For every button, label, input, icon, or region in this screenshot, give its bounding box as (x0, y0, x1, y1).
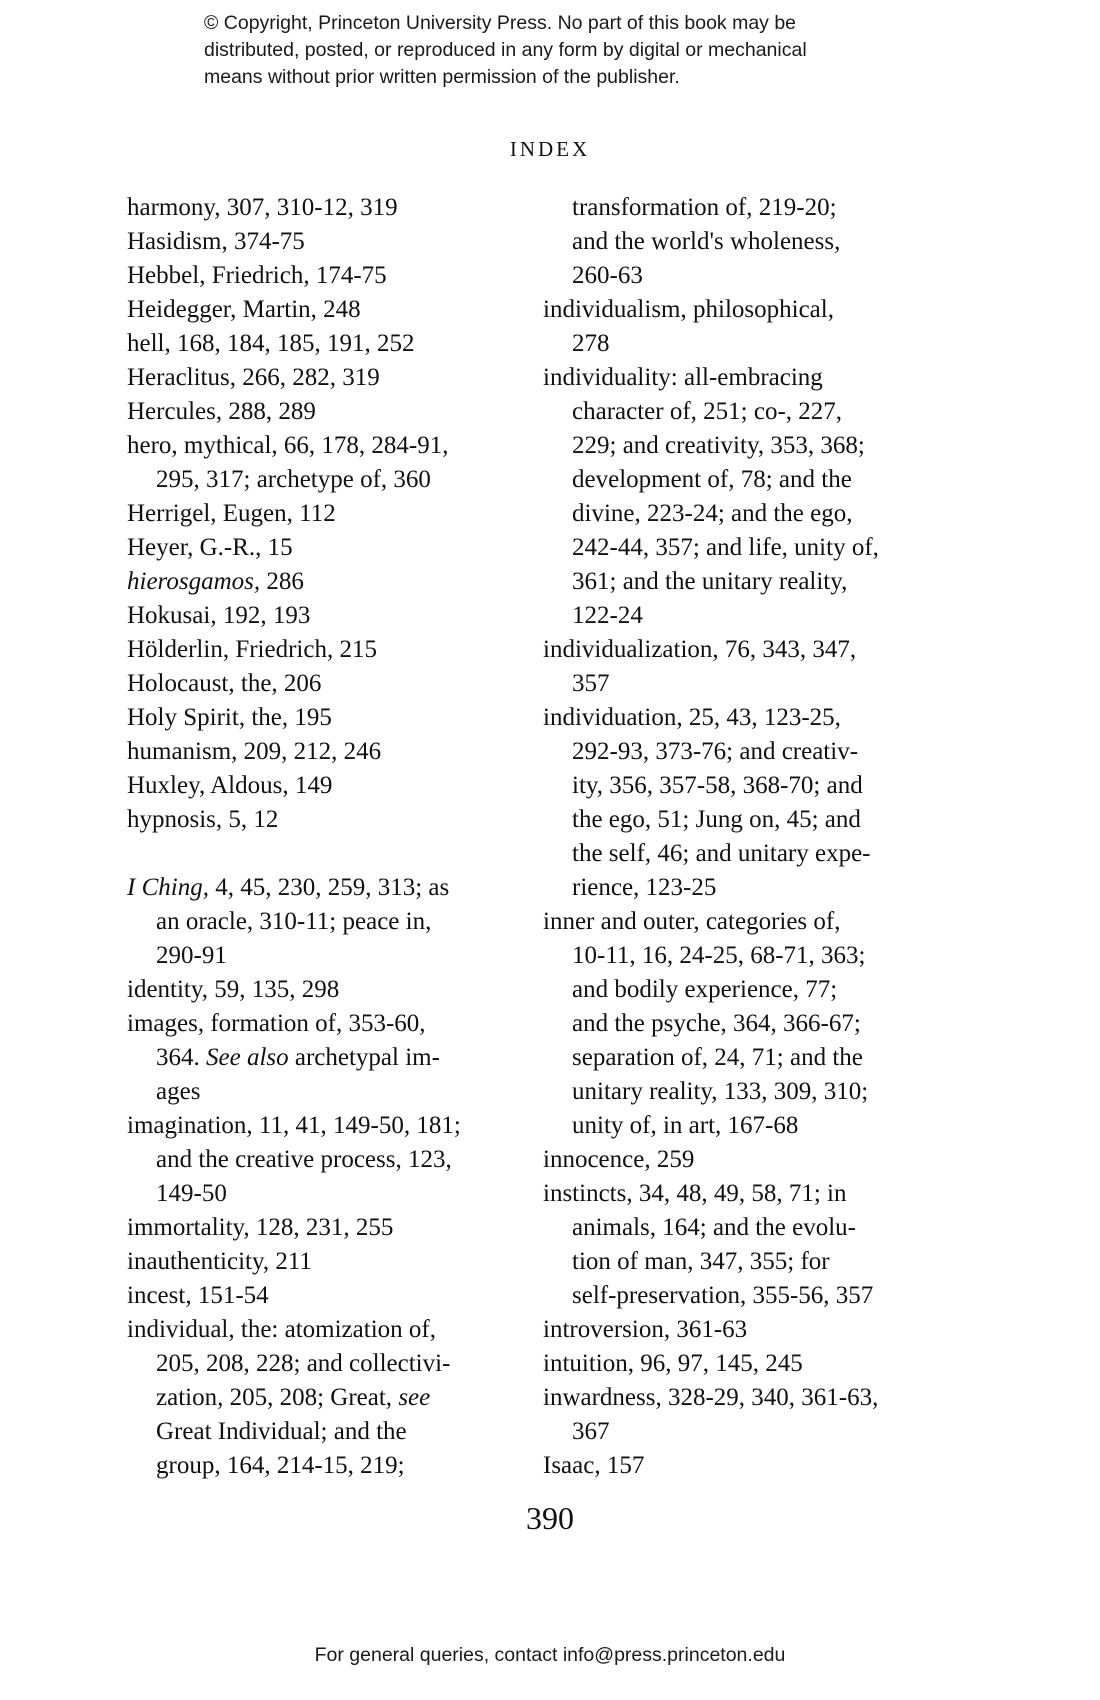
index-entry-line (127, 1211, 547, 1245)
entry-text: Hasidism, 374-75 (127, 228, 305, 255)
copyright-notice (204, 10, 964, 91)
index-entry-line (127, 395, 547, 429)
index-entry-line (127, 327, 547, 361)
entry-text: self-preservation, 355-56, 357 (572, 1282, 874, 1309)
index-entry-line (127, 531, 547, 565)
index-entry-line (543, 1449, 983, 1483)
index-entry-line (543, 395, 983, 429)
index-entry-line (543, 803, 983, 837)
entry-text: intuition, 96, 97, 145, 245 (543, 1350, 803, 1377)
index-entry-line (543, 497, 983, 531)
entry-text: incest, 151-54 (127, 1282, 269, 1309)
entry-text: and the world's wholeness, (572, 228, 841, 255)
index-entry-line (127, 1313, 547, 1347)
index-entry-line (543, 1415, 983, 1449)
entry-text: 4, 45, 230, 259, 313; as (208, 874, 450, 901)
index-entry-line (543, 1143, 983, 1177)
index-entry-line (127, 429, 547, 463)
entry-text: archetypal im- (288, 1044, 440, 1071)
entry-text: Holocaust, the, 206 (127, 670, 322, 697)
entry-text: ages (156, 1078, 201, 1105)
index-entry-line (127, 973, 547, 1007)
entry-text: 260-63 (572, 262, 643, 289)
entry-text: 149-50 (156, 1180, 227, 1207)
entry-text: development of, 78; and the (572, 466, 852, 493)
index-entry-line (543, 1007, 983, 1041)
index-entry-line (543, 735, 983, 769)
copyright-line: © Copyright, Princeton University Press. No part of this book may be (204, 12, 797, 34)
index-entry-line (127, 667, 547, 701)
index-entry-line (543, 429, 983, 463)
index-entry-line (543, 1075, 983, 1109)
entry-text: rience, 123-25 (572, 874, 717, 901)
index-entry-line (543, 1245, 983, 1279)
index-entry-line (127, 191, 547, 225)
index-entry-line (543, 191, 983, 225)
index-entry-line (127, 1449, 547, 1483)
entry-text: zation, 205, 208; Great, (156, 1384, 399, 1411)
index-entry-line (127, 803, 547, 837)
index-entry-line (543, 939, 983, 973)
index-entry-line (543, 293, 983, 327)
entry-text: the ego, 51; Jung on, 45; and (572, 806, 861, 833)
entry-text: character of, 251; co-, 227, (572, 398, 843, 425)
entry-text: Heidegger, Martin, 248 (127, 296, 361, 323)
entry-text: inauthenticity, 211 (127, 1248, 312, 1275)
entry-text: 242-44, 357; and life, unity of, (572, 534, 879, 561)
entry-text: and the psyche, 364, 366-67; (572, 1010, 861, 1037)
page-number: 390 (526, 1500, 574, 1536)
index-entry-line (543, 1211, 983, 1245)
entry-text: 205, 208, 228; and collectivi- (156, 1350, 451, 1377)
index-entry-line (543, 463, 983, 497)
entry-text: innocence, 259 (543, 1146, 695, 1173)
index-entry-line (543, 1109, 983, 1143)
entry-text: unity of, in art, 167-68 (572, 1112, 799, 1139)
index-entry-line (543, 633, 983, 667)
entry-text: Isaac, 157 (543, 1452, 645, 1479)
index-entry-line (543, 701, 983, 735)
index-entry-line (543, 565, 983, 599)
index-entry-line (127, 1177, 547, 1211)
entry-text: ity, 356, 357-58, 368-70; and (572, 772, 863, 799)
entry-text: 295, 317; archetype of, 360 (156, 466, 431, 493)
index-entry-line (543, 531, 983, 565)
entry-text: identity, 59, 135, 298 (127, 976, 340, 1003)
entry-text: 364. (156, 1044, 206, 1071)
entry-text: hypnosis, 5, 12 (127, 806, 279, 833)
entry-text: Great Individual; and the (156, 1418, 407, 1445)
entry-text: tion of man, 347, 355; for (572, 1248, 830, 1275)
index-column-left (127, 191, 547, 1483)
index-entry-line (127, 259, 547, 293)
index-entry-line (127, 1007, 547, 1041)
index-entry-line (127, 735, 547, 769)
entry-text: inner and outer, categories of, (543, 908, 841, 935)
entry-text: individuation, 25, 43, 123-25, (543, 704, 841, 731)
entry-text: 290-91 (156, 942, 227, 969)
entry-text: introversion, 361-63 (543, 1316, 748, 1343)
entry-text: images, formation of, 353-60, (127, 1010, 426, 1037)
entry-text: Herrigel, Eugen, 112 (127, 500, 336, 527)
entry-text: individuality: all-embracing (543, 364, 823, 391)
index-entry-line (543, 327, 983, 361)
entry-text: 286 (260, 568, 304, 595)
index-entry-line (127, 701, 547, 735)
entry-text: group, 164, 214-15, 219; (156, 1452, 405, 1479)
index-heading: INDEX (509, 137, 591, 161)
index-entry-line (127, 1041, 547, 1075)
index-entry-line (127, 565, 547, 599)
copyright-line: means without prior written permission of the publisher. (204, 66, 680, 88)
entry-text: 361; and the unitary reality, (572, 568, 848, 595)
index-entry-line (127, 497, 547, 531)
entry-text: individualism, philosophical, (543, 296, 834, 323)
entry-text: unitary reality, 133, 309, 310; (572, 1078, 869, 1105)
entry-text: transformation of, 219-20; (572, 194, 837, 221)
italic-term: hierosgamos, (127, 568, 261, 595)
index-entry-line (127, 1143, 547, 1177)
footer-contact: For general queries, contact info@press.princeton.edu (314, 1644, 786, 1666)
entry-text: Heraclitus, 266, 282, 319 (127, 364, 380, 391)
entry-text: Hölderlin, Friedrich, 215 (127, 636, 377, 663)
index-entry-line (127, 939, 547, 973)
index-entry-line (543, 1279, 983, 1313)
entry-text: 122-24 (572, 602, 643, 629)
index-entry-line (127, 633, 547, 667)
index-entry-line (127, 1415, 547, 1449)
entry-text: 367 (572, 1418, 610, 1445)
entry-text: hell, 168, 184, 185, 191, 252 (127, 330, 415, 357)
entry-text: Holy Spirit, the, 195 (127, 704, 332, 731)
entry-text: immortality, 128, 231, 255 (127, 1214, 394, 1241)
entry-text: individual, the: atomization of, (127, 1316, 436, 1343)
entry-text: separation of, 24, 71; and the (572, 1044, 863, 1071)
index-entry-line (543, 1381, 983, 1415)
index-column-right (543, 191, 983, 1483)
entry-text: humanism, 209, 212, 246 (127, 738, 382, 765)
copyright-line: distributed, posted, or reproduced in any form by digital or mechanical (204, 39, 807, 61)
index-entry-line (127, 599, 547, 633)
entry-text: Hebbel, Friedrich, 174-75 (127, 262, 387, 289)
italic-term: see (398, 1384, 431, 1411)
index-entry-line (543, 837, 983, 871)
index-entry-line (127, 1381, 547, 1415)
index-entry-line (127, 1109, 547, 1143)
entry-text: 10-11, 16, 24-25, 68-71, 363; (572, 942, 866, 969)
index-entry-line (543, 225, 983, 259)
entry-text: 229; and creativity, 353, 368; (572, 432, 865, 459)
entry-text: Hokusai, 192, 193 (127, 602, 311, 629)
entry-text: Hercules, 288, 289 (127, 398, 316, 425)
index-entry-line (127, 1347, 547, 1381)
index-entry-line (543, 1041, 983, 1075)
index-entry-line (543, 769, 983, 803)
italic-term: See also (206, 1044, 289, 1071)
entry-text: and the creative process, 123, (156, 1146, 452, 1173)
index-entry-line (543, 667, 983, 701)
entry-text: Huxley, Aldous, 149 (127, 772, 333, 799)
entry-text: 278 (572, 330, 610, 357)
entry-text: imagination, 11, 41, 149-50, 181; (127, 1112, 461, 1139)
index-entry-line (127, 463, 547, 497)
index-entry-line (543, 361, 983, 395)
index-entry-line (543, 1313, 983, 1347)
entry-text: individualization, 76, 343, 347, (543, 636, 857, 663)
index-entry-line (127, 293, 547, 327)
italic-term: I Ching, (127, 874, 209, 901)
index-entry-line (127, 905, 547, 939)
entry-text: Heyer, G.-R., 15 (127, 534, 293, 561)
index-entry-line (543, 973, 983, 1007)
index-entry-line (127, 225, 547, 259)
entry-text: 292-93, 373-76; and creativ- (572, 738, 859, 765)
index-entry-line (543, 259, 983, 293)
index-entry-line (127, 1075, 547, 1109)
index-entry-line (127, 1279, 547, 1313)
entry-text: an oracle, 310-11; peace in, (156, 908, 432, 935)
index-entry-line (127, 871, 547, 905)
index-entry-line (543, 871, 983, 905)
index-entry-line (543, 1177, 983, 1211)
entry-text: inwardness, 328-29, 340, 361-63, (543, 1384, 879, 1411)
index-entry-line (543, 1347, 983, 1381)
entry-text: harmony, 307, 310-12, 319 (127, 194, 398, 221)
index-entry-line (543, 905, 983, 939)
entry-text: 357 (572, 670, 610, 697)
entry-text: and bodily experience, 77; (572, 976, 838, 1003)
entry-text: the self, 46; and unitary expe- (572, 840, 871, 867)
index-entry-line (127, 769, 547, 803)
index-entry-line (127, 1245, 547, 1279)
index-entry-line (543, 599, 983, 633)
entry-text: animals, 164; and the evolu- (572, 1214, 856, 1241)
entry-text: divine, 223-24; and the ego, (572, 500, 853, 527)
entry-text: instincts, 34, 48, 49, 58, 71; in (543, 1180, 847, 1207)
index-entry-line (127, 361, 547, 395)
entry-text: hero, mythical, 66, 178, 284-91, (127, 432, 449, 459)
